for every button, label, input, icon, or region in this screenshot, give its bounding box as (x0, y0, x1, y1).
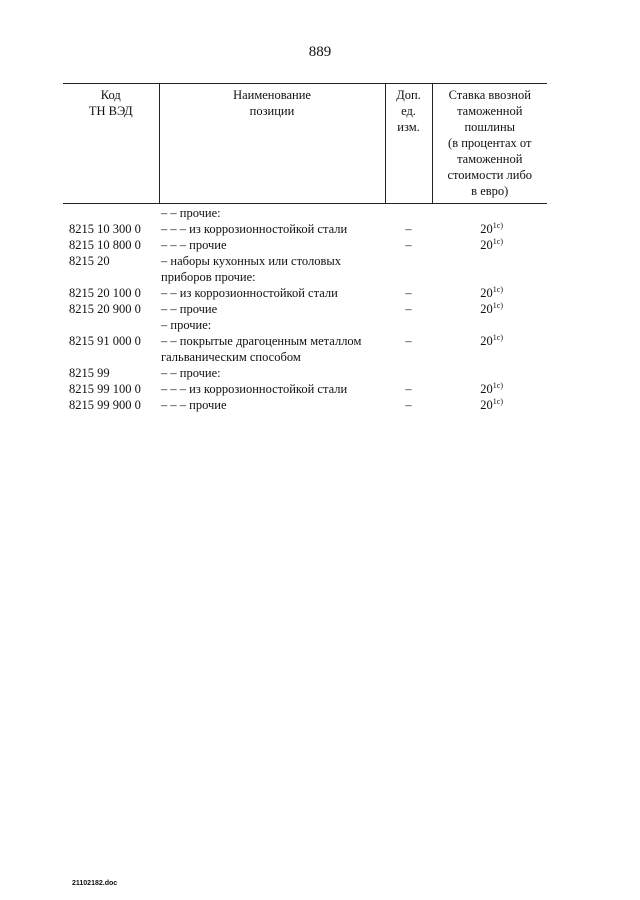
position-name-line: – наборы кухонных или столовых (161, 254, 342, 268)
duty-rate-value: 20 (480, 286, 493, 300)
duty-rate-value: 20 (480, 398, 493, 412)
tnved-code: 8215 99 100 0 (69, 382, 141, 396)
table-row (63, 221, 547, 237)
table-row (63, 285, 547, 301)
duty-rate (432, 204, 547, 222)
table-row (63, 253, 547, 285)
tnved-code: 8215 99 900 0 (69, 398, 141, 412)
position-name (159, 237, 385, 253)
additional-unit (385, 317, 432, 333)
duty-rate (432, 253, 547, 285)
duty-rate (432, 301, 547, 317)
table-row (63, 204, 547, 222)
duty-rate-value: 20 (480, 334, 493, 348)
duty-rate (432, 365, 547, 381)
additional-unit (385, 253, 432, 285)
additional-unit (385, 204, 432, 222)
position-name (159, 301, 385, 317)
document-file-name: 21102182.doc (72, 880, 118, 887)
position-name (159, 333, 385, 365)
position-name-line: – – из коррозионностойкой стали (161, 286, 338, 300)
position-name (159, 285, 385, 301)
table-row (63, 333, 547, 365)
table-header-row (63, 84, 547, 204)
duty-rate-value: 20 (480, 302, 493, 316)
tnved-code: 8215 20 (69, 254, 110, 268)
duty-rate-footnote: 1с) (492, 301, 503, 310)
table-row (63, 301, 547, 317)
table-row (63, 397, 547, 413)
position-name (159, 221, 385, 237)
duty-rate (432, 221, 547, 237)
additional-unit: – (405, 398, 412, 412)
tnved-code: 8215 10 300 0 (69, 222, 141, 236)
table-body (63, 204, 547, 414)
duty-rate (432, 237, 547, 253)
position-name-line: – прочие: (161, 318, 212, 332)
additional-unit: – (405, 238, 412, 252)
position-name-line: приборов прочие: (161, 270, 256, 284)
duty-rate (432, 285, 547, 301)
tnved-code (63, 317, 159, 333)
duty-rate-footnote: 1с) (492, 285, 503, 294)
duty-rate-value: 20 (480, 382, 493, 396)
tnved-code: 8215 20 900 0 (69, 302, 141, 316)
position-name (159, 317, 385, 333)
position-name (159, 397, 385, 413)
duty-rate (432, 333, 547, 365)
duty-rate (432, 317, 547, 333)
additional-unit (385, 365, 432, 381)
position-name-line: – – – прочие (161, 238, 227, 252)
duty-rate-footnote: 1с) (492, 381, 503, 390)
additional-unit: – (405, 382, 412, 396)
additional-unit: – (405, 302, 412, 316)
position-name (159, 204, 385, 222)
position-name (159, 365, 385, 381)
table-row (63, 317, 547, 333)
position-name-line: – – прочие: (161, 366, 221, 380)
position-name-line: – – – прочие (161, 398, 227, 412)
table-row (63, 381, 547, 397)
position-name-line: – – покрытые драгоценным металлом (161, 334, 362, 348)
duty-rate-value: 20 (480, 222, 493, 236)
duty-rate-footnote: 1с) (492, 333, 503, 342)
table-row (63, 365, 547, 381)
table-row (63, 237, 547, 253)
duty-rate-footnote: 1с) (492, 221, 503, 230)
additional-unit: – (405, 334, 412, 348)
position-name-line: – – – из коррозионностойкой стали (161, 382, 348, 396)
duty-rate-value: 20 (480, 238, 493, 252)
tariff-table (63, 83, 547, 413)
tnved-code (63, 204, 159, 222)
header-unit: Доп. ед. изм. (385, 84, 432, 204)
header-rate: Ставка ввозной таможенной пошлины (в процентах от таможенной стоимости либо в евро) (432, 84, 547, 204)
duty-rate-footnote: 1с) (492, 397, 503, 406)
tnved-code: 8215 91 000 0 (69, 334, 141, 348)
duty-rate (432, 397, 547, 413)
page-number: 889 (308, 44, 332, 60)
tnved-code: 8215 10 800 0 (69, 238, 141, 252)
position-name-line: гальваническим способом (161, 350, 301, 364)
header-name: Наименование позиции (159, 84, 385, 204)
additional-unit: – (405, 222, 412, 236)
header-code: Код ТН ВЭД (63, 84, 159, 204)
duty-rate (432, 381, 547, 397)
position-name-line: – – прочие: (161, 206, 221, 220)
position-name-line: – – прочие (161, 302, 218, 316)
tnved-code: 8215 20 100 0 (69, 286, 141, 300)
tnved-code: 8215 99 (69, 366, 110, 380)
position-name (159, 381, 385, 397)
position-name (159, 253, 385, 285)
duty-rate-footnote: 1с) (492, 237, 503, 246)
position-name-line: – – – из коррозионностойкой стали (161, 222, 348, 236)
additional-unit: – (405, 286, 412, 300)
